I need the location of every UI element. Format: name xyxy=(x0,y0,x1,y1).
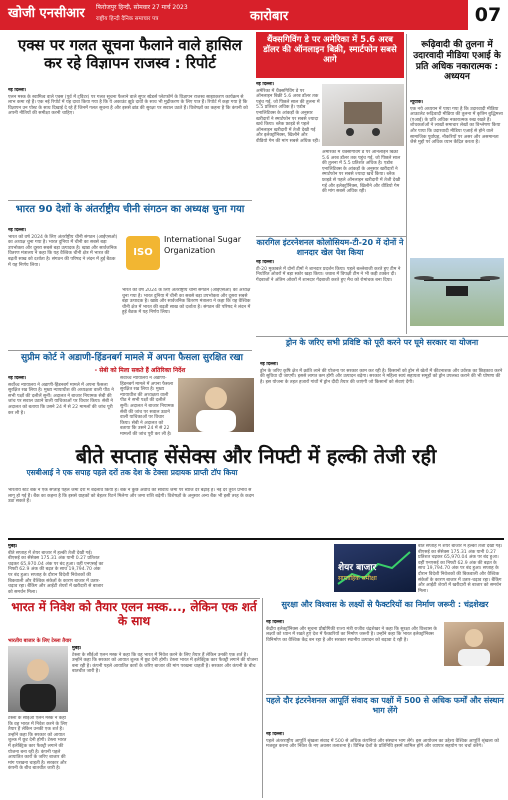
article-caption-musk: भारतीय बाजार के लिए टेस्ला तैयार xyxy=(8,638,72,644)
dateline: नई दिल्ली। xyxy=(256,260,275,265)
article-headline-supply-chain: पहले दौर इंटरनेशनल आपूर्ति संवाद का पक्षों में 500 से अधिक फर्मों और संस्थान भाग लेंगे xyxy=(266,696,504,715)
article-body-t20 xyxy=(256,260,404,336)
article-text-continued: सर्वोच्च न्यायालय ने अडाणी-हिंडनबर्ग मामले में अपना फैसला सुरक्षित रख लिया है। मुख्य न्यायाधीश की अध्यक्षता वाली पीठ ने सभी पक्षों की दलीलें सुनीं। अदालत ने बाजार नियामक सेबी की जांच पर सवाल उठाने वाली याचिकाओं पर विचार किया। सेबी ने अदालत को बताया कि उसने 24 में से 22 मामलों की जांच पूरी कर ली है। xyxy=(120,376,174,437)
article-text: केंद्रीय इलेक्ट्रॉनिक्स और सूचना प्रौद्योगिकी राज्य मंत्री राजीव चंद्रशेखर ने कहा कि सुरक्षा और विश्वास के लक्ष्यों को ध्यान में रखते हुए देश में फैक्टरियों का निर्माण जरूरी है। उन्होंने कहा कि भारत इलेक्ट्रॉनिक्स विनिर्माण का वैश्विक केंद्र बन रहा है और सरकार स्थानीय उत्पादन को बढ़ावा दे रही है। xyxy=(266,626,437,643)
dateline: नई दिल्ली। xyxy=(266,732,285,737)
dateline: नई दिल्ली। xyxy=(8,228,27,233)
article-text-continued: टेस्ला के सीईओ एलन मस्क ने कहा कि वह भारत में निवेश करने के लिए तैयार हैं लेकिन उनकी एक शर्त है। उन्होंने कहा कि सरकार को आयात शुल्क में छूट देनी होगी। टेस्ला भारत में इलेक्ट्रिक कार फैक्ट्री लगाने की योजना बना रही है। कंपनी पहले आयातित कारों के जरिए बाजार की मांग परखना चाहती है। सरकार और कंपनी के बीच बातचीत जारी है। xyxy=(8,716,68,772)
dateline: नई दिल्ली। xyxy=(256,82,275,87)
column-divider xyxy=(262,598,263,798)
article-headline-factories: सुरक्षा और विश्वास के लक्ष्यों से फैक्टरियों का निर्माण जरूरी : चंद्रशेखर xyxy=(281,600,489,609)
article-subhead-adani: - सेबी को मिला सकते हैं अतिरिक्त निर्देश xyxy=(94,367,186,374)
article-headline-thanksgiving: थैंक्सगिविंग डे पर अमेरिका में 5.6 अरब डॉलर की ऑनलाइन बिक्री, स्मार्टफोन सबसे आगे xyxy=(263,35,397,66)
sugar-organization-logo xyxy=(122,226,252,284)
divider xyxy=(8,200,252,201)
divider xyxy=(256,236,406,237)
article-headline-sensex: बीते सप्ताह सेंसेक्स और निफ्टी में हल्की तेजी रही xyxy=(8,442,504,468)
iso-logo-text: International Sugar Organization xyxy=(164,235,242,255)
share-market-photo-title: शेयर बाजार xyxy=(338,563,377,573)
dateline: न्यूयॉर्क। xyxy=(410,100,424,105)
drone-photo xyxy=(410,258,504,326)
article-text: टेस्ला के सीईओ एलन मस्क ने कहा कि वह भारत में निवेश करने के लिए तैयार हैं लेकिन उनकी एक शर्त है। उन्होंने कहा कि सरकार को आयात शुल्क में छूट देनी होगी। टेस्ला भारत में इलेक्ट्रिक कार फैक्ट्री लगाने की योजना बना रही है। कंपनी पहले आयातित कारों के जरिए बाजार की मांग परखना चाहती है। सरकार और कंपनी के बीच बातचीत जारी है। xyxy=(72,652,258,675)
dateline: नई दिल्ली। xyxy=(8,88,27,93)
divider xyxy=(8,538,504,540)
musk-photo xyxy=(8,646,68,712)
iso-logo-mark: ISO xyxy=(133,247,153,258)
article-text: टी-20 मुकाबले में दोनों टीमों ने शानदार प्रदर्शन किया। पहले बल्लेबाजी करते हुए टीम ने निर्धारित ओवरों में बड़ा स्कोर खड़ा किया। जवाब में विपक्षी टीम ने भी कड़ी टक्कर दी। गेंदबाजों ने अंतिम ओवरों में शानदार गेंदबाजी करते हुए मैच को रोमांचक बना दिया। xyxy=(256,266,401,283)
article-body-sensex-col2 xyxy=(418,544,504,596)
article-headline-t20: कारगिल इंटरनेशनल कोलोसियम-टी-20 में दोनों ने शानदार खेल पेश किया xyxy=(256,238,404,257)
article-text: भारतीय स्टेट बैंक ने एक सप्ताह पहले जमा दरों में बदलाव किया है। बैंक ने कुछ अवधि की सावधि जमा पर ब्याज दरें बढ़ाई हैं। नई दरें तुरंत प्रभाव से लागू हो गई हैं। बैंक का कहना है कि इससे ग्राहकों को बेहतर रिटर्न मिलेगा और जमा राशि बढ़ेगी। विशेषज्ञों के अनुसार अन्य बैंक भी इसी तरह के कदम उठा सकते हैं। xyxy=(8,488,254,505)
article-body-sensex xyxy=(8,544,104,596)
dateline: नई दिल्ली। xyxy=(8,376,27,381)
section-title: कारोबार xyxy=(250,9,289,24)
share-market-photo xyxy=(334,544,416,592)
article-body-sugar-org xyxy=(8,228,118,348)
share-market-photo-subtitle: साप्ताहिक समीक्षा xyxy=(338,575,377,582)
article-body-musk xyxy=(72,646,258,796)
masthead-tagline: राष्ट्रीय हिन्दी दैनिक समाचार पत्र xyxy=(96,16,159,22)
shopping-cart-icon xyxy=(322,84,404,146)
article-text: एलन मस्क के स्वामित्व वाले एक्स (पूर्व में ट्विटर) पर गलत सूचना फैलाने वाले सुपर स्प्रेडर्स प्लेटफॉर्म के विज्ञापन राजस्व साझाकरण कार्यक्रम से लाभ कमा रहे हैं। एक नई रिपोर्ट में यह दावा किया गया है कि ये अकाउंट झूठे दावों के साथ भी मुद्रीकरण के लिए पात्र हैं। रिपोर्ट में कहा गया है कि विज्ञापन उन पोस्ट के साथ दिखाई दे रहे हैं जिनमें गलत सूचना है और इससे ब्रांड की सुरक्षा पर सवाल उठते हैं। विशेषज्ञों का कहना है कि कंपनी को अपनी नीतियों की समीक्षा करनी चाहिए। xyxy=(8,94,248,117)
article-headline-adani: सुप्रीम कोर्ट ने अडाणी-हिंडनबर्ग मामले में अपना फैसला सुरक्षित रखा xyxy=(20,353,244,363)
article-text-continued: बीते सप्ताह में शेयर बाजार में हल्की तेजी देखी गई। बीएसई का सेंसेक्स 175.31 अंक यानी 0.27 प्रतिशत चढ़कर 65,970.04 अंक पर बंद हुआ। वहीं एनएसई का निफ्टी 62.9 अंक की बढ़त के साथ 19,794.70 अंक पर बंद हुआ। सप्ताह के दौरान विदेशी निवेशकों की बिकवाली और वैश्विक संकेतों के कारण बाजार में उतार-चढ़ाव रहा। बैंकिंग और आईटी शेयरों में खरीदारी से बाजार को समर्थन मिला। xyxy=(418,544,503,594)
article-text: ड्रोन के जरिए कृषि क्षेत्र में क्रांति लाने की योजना पर सरकार काम कर रही है। किसानों को ड्रोन से खेतों में कीटनाशक और उर्वरक का छिड़काव करने की सुविधा दी जाएगी। इससे लागत कम होगी और उत्पादन बढ़ेगा। सरकार ने महिला स्वयं सहायता समूहों को ड्रोन उपलब्ध कराने की भी घोषणा की है। इस योजना के तहत हजारों गांवों में ड्रोन दीदी तैयार की जाएंगी जो किसानों को सेवाएं देंगी। xyxy=(260,368,503,385)
article-headline-drone: ड्रोन के जरिए सभी प्रविष्टि को पूरी करने पर घूमे सरकार या योजना xyxy=(285,338,479,347)
article-body-sugar-org-col2 xyxy=(122,288,252,348)
divider xyxy=(8,350,252,351)
article-body-drone xyxy=(260,362,504,434)
dateline: मुंबई। xyxy=(72,646,82,651)
article-headline-musk: भारत में निवेश को तैयार एलन मस्क..., लेकिन एक शर्त के साथ xyxy=(11,600,257,629)
article-headline-band-thanksgiving xyxy=(256,32,404,78)
article-text: पहले अंतरराष्ट्रीय आपूर्ति श्रृंखला संवाद में 500 से अधिक कंपनियां और संस्थान भाग लेंगे। इस आयोजन का उद्देश्य वैश्विक आपूर्ति श्रृंखला को मजबूत करना और निवेश के नए अवसर तलाशना है। विभिन्न देशों के प्रतिनिधि इसमें शामिल होंगे और व्यापार सहयोग पर चर्चा करेंगे। xyxy=(266,738,499,750)
article-text: भारत को वर्ष 2024 के लिए अंतर्राष्ट्रीय चीनी संगठन (आईएसओ) का अध्यक्ष चुना गया है। भारत दुनिया में चीनी का सबसे बड़ा उपभोक्ता और दूसरा सबसे बड़ा उत्पादक है। खाद्य और सार्वजनिक वितरण मंत्रालय ने कहा कि यह वैश्विक चीनी क्षेत्र में भारत की बढ़ती साख को दर्शाता है। संगठन की परिषद ने लंदन में हुई बैठक में यह निर्णय लिया। xyxy=(8,234,118,268)
article-text-continued: अमेरिका में थैंक्सगिविंग डे पर ऑनलाइन बिक्री 5.6 अरब डॉलर तक पहुंच गई, जो पिछले साल की तुलना में 5.5 प्रतिशत अधिक है। एडोब एनालिटिक्स के आंकड़ों के अनुसार खरीदारों ने स्मार्टफोन पर सबसे ज्यादा खर्च किया। ब्लैक फ्राइडे से पहले ऑनलाइन खरीदारी में तेजी देखी गई और इलेक्ट्रॉनिक्स, खिलौने और वीडियो गेम की मांग सबसे अधिक रही। xyxy=(322,150,401,195)
minister-photo xyxy=(444,622,504,666)
newspaper-brand: खोजी एनसीआर xyxy=(8,6,85,21)
person-portrait-icon xyxy=(8,646,68,712)
page-number: 07 xyxy=(466,0,508,30)
divider xyxy=(8,598,260,599)
dateline: नई दिल्ली। xyxy=(260,362,279,367)
iso-logo-icon xyxy=(126,236,160,270)
article-headline-sbi: एसबीआई ने एक सपाह पहले दरों तक देश के टेक्सा प्रदायक प्राप्ती टॉप किया xyxy=(26,468,238,477)
article-text: सर्वोच्च न्यायालय ने अडाणी-हिंडनबर्ग मामले में अपना फैसला सुरक्षित रख लिया है। मुख्य न्यायाधीश की अध्यक्षता वाली पीठ ने सभी पक्षों की दलीलें सुनीं। अदालत ने बाजार नियामक सेबी की जांच पर सवाल उठाने वाली याचिकाओं पर विचार किया। सेबी ने अदालत को बताया कि उसने 24 में से 22 मामलों की जांच पूरी कर ली है। xyxy=(8,382,114,416)
dateline: मुंबई। xyxy=(8,544,18,549)
shopping-photo xyxy=(322,84,404,146)
masthead-dateline: फिरोजपुर हिन्दी, सोमवार 27 मार्च 2023 xyxy=(96,4,188,11)
article-text-continued: भारत को वर्ष 2024 के लिए अंतर्राष्ट्रीय चीनी संगठन (आईएसओ) का अध्यक्ष चुना गया है। भारत दुनिया में चीनी का सबसे बड़ा उपभोक्ता और दूसरा सबसे बड़ा उत्पादक है। खाद्य और सार्वजनिक वितरण मंत्रालय ने कहा कि यह वैश्विक चीनी क्षेत्र में भारत की बढ़ती साख को दर्शाता है। संगठन की परिषद ने लंदन में हुई बैठक में यह निर्णय लिया। xyxy=(122,288,251,316)
divider xyxy=(266,694,504,695)
article-body-thanksgiving xyxy=(256,82,320,234)
article-body-factories xyxy=(266,620,440,692)
adani-photo xyxy=(178,378,254,432)
article-body-musk-col2 xyxy=(8,716,68,796)
article-body-sbi xyxy=(8,488,256,536)
article-body-thanksgiving-col2 xyxy=(322,150,404,234)
person-portrait-icon xyxy=(178,378,254,432)
article-text: बीते सप्ताह में शेयर बाजार में हल्की तेजी देखी गई। बीएसई का सेंसेक्स 175.31 अंक यानी 0.27 प्रतिशत चढ़कर 65,970.04 अंक पर बंद हुआ। वहीं एनएसई का निफ्टी 62.9 अंक की बढ़त के साथ 19,794.70 अंक पर बंद हुआ। सप्ताह के दौरान विदेशी निवेशकों की बिकवाली और वैश्विक संकेतों के कारण बाजार में उतार-चढ़ाव रहा। बैंकिंग और आईटी शेयरों में खरीदारी से बाजार को समर्थन मिला। xyxy=(8,550,104,595)
article-headline-x-misinformation: एक्स पर गलत सूचना फैलाने वाले हासिल कर रहे विज्ञापन राजस्व : रिपोर्ट xyxy=(18,36,242,72)
divider xyxy=(256,336,508,337)
article-text: एक नये अध्ययन में पाया गया है कि उदारवादी मीडिया आउटलेट रूढ़िवादी मीडिया की तुलना में कृत्रिम बुद्धिमत्ता (एआई) के प्रति अधिक नकारात्मक रुख रखते हैं। शोधकर्ताओं ने लाखों समाचार लेखों का विश्लेषण किया और पाया कि उदारवादी मीडिया एआई से होने वाले सामाजिक पूर्वाग्रह, नौकरियों पर असर और असमानता जैसे मुद्दों पर अधिक ध्यान केंद्रित करता है। xyxy=(410,106,503,146)
column-divider xyxy=(406,34,407,334)
article-headline-ai-media: रूढ़िवादी की तुलना में उदारवादी मीडिया एआई के प्रति अधिक नकारात्मक : अध्ययन xyxy=(413,40,501,83)
dateline: नई दिल्ली। xyxy=(266,620,285,625)
person-portrait-icon xyxy=(444,622,504,666)
article-headline-sugar-org: भारत 90 देशों के अंतर्राष्ट्रीय चीनी संगठन का अध्यक्ष चुना गया xyxy=(15,204,245,215)
masthead-bar xyxy=(0,0,508,30)
article-body-supply-chain xyxy=(266,732,504,796)
drone-icon xyxy=(410,258,504,326)
article-body-x-misinformation xyxy=(8,88,252,198)
article-text: अमेरिका में थैंक्सगिविंग डे पर ऑनलाइन बिक्री 5.6 अरब डॉलर तक पहुंच गई, जो पिछले साल की तुलना में 5.5 प्रतिशत अधिक है। एडोब एनालिटिक्स के आंकड़ों के अनुसार खरीदारों ने स्मार्टफोन पर सबसे ज्यादा खर्च किया। ब्लैक फ्राइडे से पहले ऑनलाइन खरीदारी में तेजी देखी गई और इलेक्ट्रॉनिक्स, खिलौने और वीडियो गेम की मांग सबसे अधिक रही। xyxy=(256,88,320,144)
